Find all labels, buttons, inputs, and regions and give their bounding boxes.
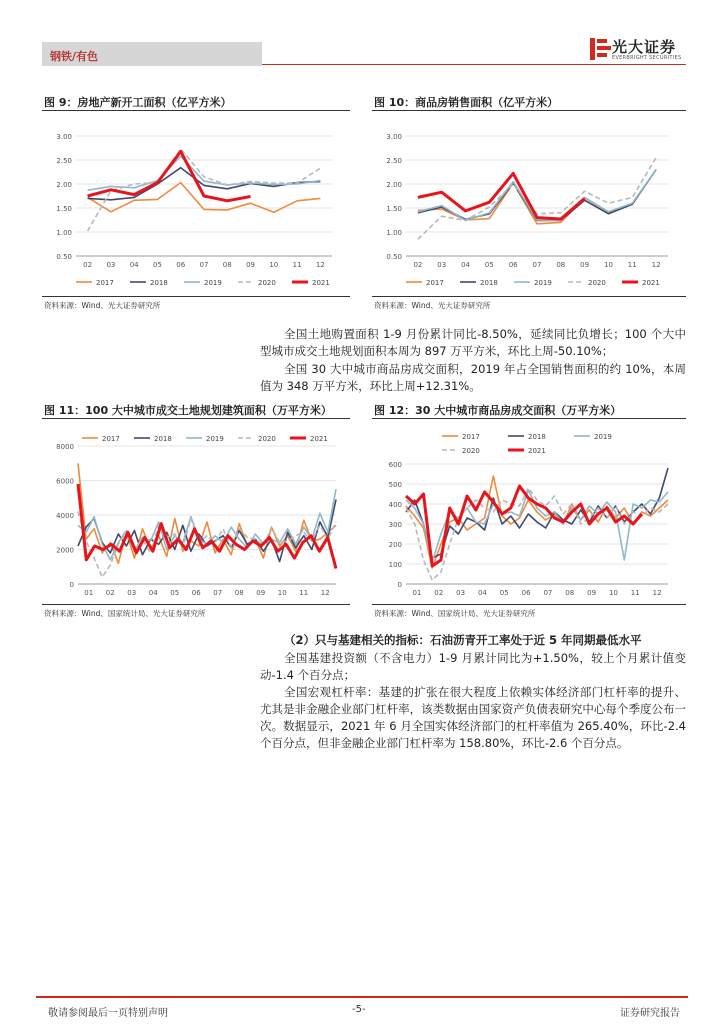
paragraph-infrastructure-investment: 全国基建投资额（不含电力）1-9 月累计同比为+1.50%，较上个月累计值变动-1.4 个百分点； (260, 651, 686, 682)
x-tick-label: 10 (277, 589, 287, 597)
legend-label: 2017 (96, 279, 114, 287)
x-tick-label: 05 (170, 589, 180, 597)
legend-label: 2017 (462, 433, 480, 441)
x-tick-label: 07 (532, 261, 542, 269)
y-tick-label: 0 (397, 581, 402, 589)
x-tick-label: 05 (499, 589, 509, 597)
x-tick-label: 01 (84, 589, 94, 597)
chart-land-transaction-area (42, 424, 350, 602)
x-tick-label: 12 (651, 261, 661, 269)
figure-top-rule (372, 110, 686, 111)
x-tick-label: 11 (630, 589, 640, 597)
series-line-2020 (418, 158, 656, 240)
x-tick-label: 10 (608, 589, 618, 597)
legend-label: 2020 (588, 279, 606, 287)
figure-title: 图 12：30 大中城市商品房成交面积（万平方米） (374, 404, 622, 417)
y-tick-label: 1.00 (56, 229, 72, 237)
x-tick-label: 06 (508, 261, 518, 269)
paragraph-leverage-ratio: 全国宏观杠杆率：基建的扩张在很大程度上依赖实体经济部门杠杆率的提升、尤其是非金融企业部门杠杆率，该类数据由国家资产负债表研究中心每个季度公布一次。数据显示，2021 年 6 月全国实体经济部门的杠杆率值为 265.40%，环比-2.4 个百分点，但非金融企业部门杠杆率为 158.80%，环比-2.6 个百分点。 (260, 685, 686, 750)
subheading-infrastructure: （2）只与基建相关的指标：石油沥青开工率处于近 5 年同期最低水平 (284, 633, 642, 647)
paragraph-30-cities: 全国 30 大中城市商品房成交面积，2019 年占全国销售面积的约 10%，本周值为 348 万平方米，环比上周+12.31%。 (260, 362, 686, 393)
x-tick-label: 08 (556, 261, 566, 269)
y-tick-label: 2.00 (56, 181, 72, 189)
legend-label: 2020 (258, 279, 276, 287)
x-tick-label: 09 (246, 261, 256, 269)
figure-top-rule (372, 418, 686, 419)
x-tick-label: 08 (234, 589, 244, 597)
y-tick-label: 500 (388, 481, 402, 489)
x-tick-label: 09 (256, 589, 266, 597)
brand-name: 光大证券 (612, 38, 677, 56)
y-tick-label: 0.50 (386, 253, 402, 261)
x-tick-label: 01 (412, 589, 422, 597)
y-tick-label: 0.50 (56, 253, 72, 261)
x-tick-label: 08 (565, 589, 575, 597)
section-label: 钢铁/有色 (50, 50, 99, 63)
legend-label: 2018 (154, 435, 172, 443)
chart-housing-transaction-area (372, 424, 686, 602)
figure-bottom-rule (42, 296, 350, 297)
x-tick-label: 02 (83, 261, 93, 269)
chart-new-construction-area (42, 116, 350, 292)
x-tick-label: 11 (292, 261, 302, 269)
x-tick-label: 04 (148, 589, 158, 597)
y-tick-label: 2.00 (386, 181, 402, 189)
x-tick-label: 03 (456, 589, 466, 597)
x-tick-label: 03 (127, 589, 137, 597)
x-tick-label: 10 (603, 261, 613, 269)
y-tick-label: 2000 (56, 546, 74, 555)
y-tick-label: 100 (388, 561, 402, 569)
y-tick-label: 8000 (56, 443, 74, 451)
x-tick-label: 05 (152, 261, 162, 269)
y-tick-label: 200 (388, 541, 402, 549)
y-tick-label: 2.50 (386, 157, 402, 165)
figure-source: 资料来源：Wind、国家统计局、光大证券研究所 (374, 609, 536, 618)
y-tick-label: 600 (388, 461, 402, 469)
legend-label: 2019 (594, 433, 612, 441)
x-tick-label: 12 (320, 589, 330, 597)
x-tick-label: 02 (413, 261, 423, 269)
figure-source: 资料来源：Wind、光大证券研究所 (374, 301, 491, 310)
x-tick-label: 11 (627, 261, 637, 269)
legend-label: 2018 (480, 279, 498, 287)
figure-title: 图 9：房地产新开工面积（亿平方米） (44, 96, 232, 109)
y-tick-label: 3.00 (386, 133, 402, 141)
y-tick-label: 0 (69, 581, 74, 589)
x-tick-label: 12 (652, 589, 662, 597)
y-tick-label: 1.50 (56, 205, 72, 213)
x-tick-label: 02 (434, 589, 444, 597)
x-tick-label: 03 (106, 261, 116, 269)
x-tick-label: 09 (580, 261, 590, 269)
x-tick-label: 05 (484, 261, 494, 269)
legend-label: 2018 (150, 279, 168, 287)
y-tick-label: 400 (388, 501, 402, 509)
y-tick-label: 3.00 (56, 133, 72, 141)
figure-title: 图 11：100 大中城市成交土地规划建筑面积（万平方米） (44, 404, 332, 417)
figure-bottom-rule (42, 604, 350, 605)
x-tick-label: 10 (269, 261, 279, 269)
legend-label: 2017 (102, 435, 120, 443)
x-tick-label: 11 (299, 589, 309, 597)
x-tick-label: 04 (477, 589, 487, 597)
legend-label: 2019 (534, 279, 552, 287)
series-line-2021 (78, 484, 336, 569)
x-tick-label: 02 (105, 589, 115, 597)
figure-top-rule (42, 418, 350, 419)
legend-label: 2021 (528, 447, 546, 455)
x-tick-label: 04 (461, 261, 471, 269)
legend-label: 2017 (426, 279, 444, 287)
legend-label: 2020 (462, 447, 480, 455)
series-line-2020 (88, 149, 321, 231)
legend-label: 2021 (312, 279, 330, 287)
x-tick-label: 03 (437, 261, 447, 269)
legend-label: 2019 (206, 435, 224, 443)
x-tick-label: 07 (213, 589, 223, 597)
legend-label: 2018 (528, 433, 546, 441)
x-tick-label: 06 (521, 589, 531, 597)
y-tick-label: 300 (388, 521, 402, 529)
x-tick-label: 07 (543, 589, 553, 597)
x-tick-label: 06 (191, 589, 201, 597)
x-tick-label: 08 (222, 261, 232, 269)
page-number: -5- (352, 1004, 366, 1015)
figure-top-rule (42, 110, 350, 111)
paragraph-land-purchase: 全国土地购置面积 1-9 月份累计同比-8.50%，延续同比负增长；100 个大中型城市成交土地规划面积本周为 897 万平方米，环比上周-50.10%； (260, 327, 686, 358)
footer-report-type: 证券研究报告 (620, 1008, 680, 1019)
legend-label: 2021 (310, 435, 328, 443)
figure-bottom-rule (372, 604, 686, 605)
figure-source: 资料来源：Wind、国家统计局、光大证券研究所 (44, 609, 206, 618)
x-tick-label: 04 (129, 261, 139, 269)
brand-name-en: EVERBRIGHT SECURITIES (612, 55, 682, 61)
y-tick-label: 4000 (56, 512, 74, 520)
chart-sales-area (372, 116, 686, 292)
footer-rule (36, 996, 688, 998)
y-tick-label: 1.00 (386, 229, 402, 237)
y-tick-label: 2.50 (56, 157, 72, 165)
x-tick-label: 09 (587, 589, 597, 597)
y-tick-label: 1.50 (386, 205, 402, 213)
footer-disclaimer: 敬请参阅最后一页特别声明 (48, 1008, 168, 1019)
figure-source: 资料来源：Wind、光大证券研究所 (44, 301, 161, 310)
legend-label: 2020 (258, 435, 276, 443)
x-tick-label: 12 (315, 261, 325, 269)
legend-label: 2021 (642, 279, 660, 287)
y-tick-label: 6000 (56, 477, 74, 486)
x-tick-label: 07 (199, 261, 209, 269)
x-tick-label: 06 (176, 261, 186, 269)
figure-title: 图 10：商品房销售面积（亿平方米） (374, 96, 559, 109)
figure-bottom-rule (372, 296, 686, 297)
legend-label: 2019 (204, 279, 222, 287)
